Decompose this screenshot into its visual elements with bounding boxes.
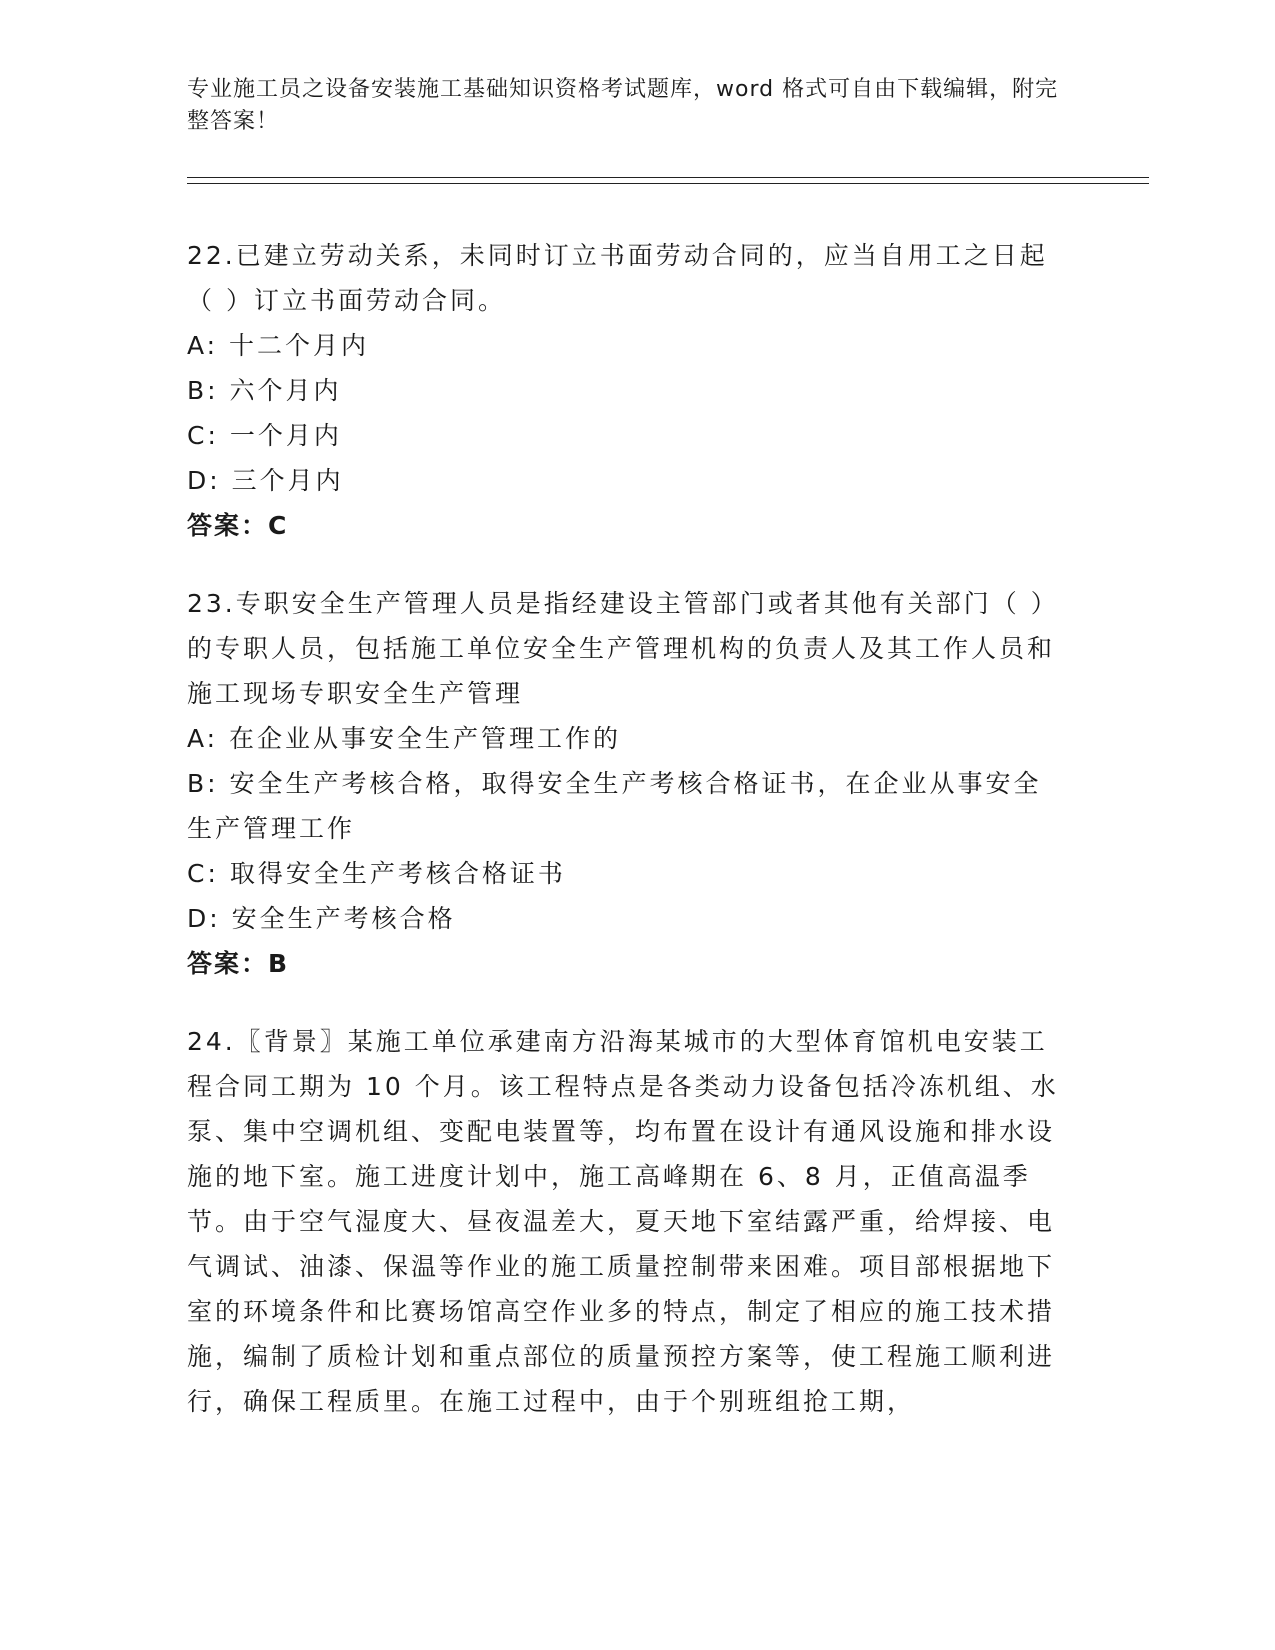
header-divider-bottom xyxy=(187,183,1149,184)
header-divider-top xyxy=(187,177,1149,178)
question-stem: 22.已建立劳动关系，未同时订立书面劳动合同的，应当自用工之日起（ ）订立书面劳动合同。 xyxy=(187,241,1048,315)
option-d: D: 三个月内 xyxy=(187,466,344,495)
question-23 xyxy=(187,581,1067,987)
answer-line: 答案：B xyxy=(187,949,290,978)
question-stem: 23.专职安全生产管理人员是指经建设主管部门或者其他有关部门（ ）的专职人员，包括施工单位安全生产管理机构的负责人及其工作人员和施工现场专职安全生产管理 xyxy=(187,589,1059,708)
question-24 xyxy=(187,1019,1067,1424)
option-a: A: 十二个月内 xyxy=(187,331,370,360)
option-b: B: 安全生产考核合格，取得安全生产考核合格证书，在企业从事安全生产管理工作 xyxy=(187,769,1042,843)
option-d: D: 安全生产考核合格 xyxy=(187,904,456,933)
document-header: 专业施工员之设备安装施工基础知识资格考试题库，word 格式可自由下载编辑，附完整答案！ xyxy=(187,77,1059,134)
option-c: C: 一个月内 xyxy=(187,421,342,450)
option-c: C: 取得安全生产考核合格证书 xyxy=(187,859,566,888)
question-stem: 24.〖背景〗某施工单位承建南方沿海某城市的大型体育馆机电安装工程合同工期为 10 个月。该工程特点是各类动力设备包括冷冻机组、水泵、集中空调机组、变配电装置等，均布置在设计有通风设施和排水设施的地下室。施工进度计划中，施工高峰期在 6、8 月，正值高温季节。由于空气湿度大、昼夜温差大，夏天地下室结露严重，给焊接、电气调试、油漆、保温等作业的施工质量控制带来困难。项目部根据地下室的环境条件和比赛场馆高空作业多的特点，制定了相应的施工技术措施，编制了质检计划和重点部位的质量预控方案等，使工程施工顺利进行，确保工程质里。在施工过程中，由于个别班组抢工期， xyxy=(187,1027,1059,1416)
question-22 xyxy=(187,233,1067,549)
answer-line: 答案：C xyxy=(187,511,289,540)
option-b: B: 六个月内 xyxy=(187,376,342,405)
question-list xyxy=(187,233,1067,1456)
option-a: A: 在企业从事安全生产管理工作的 xyxy=(187,724,622,753)
